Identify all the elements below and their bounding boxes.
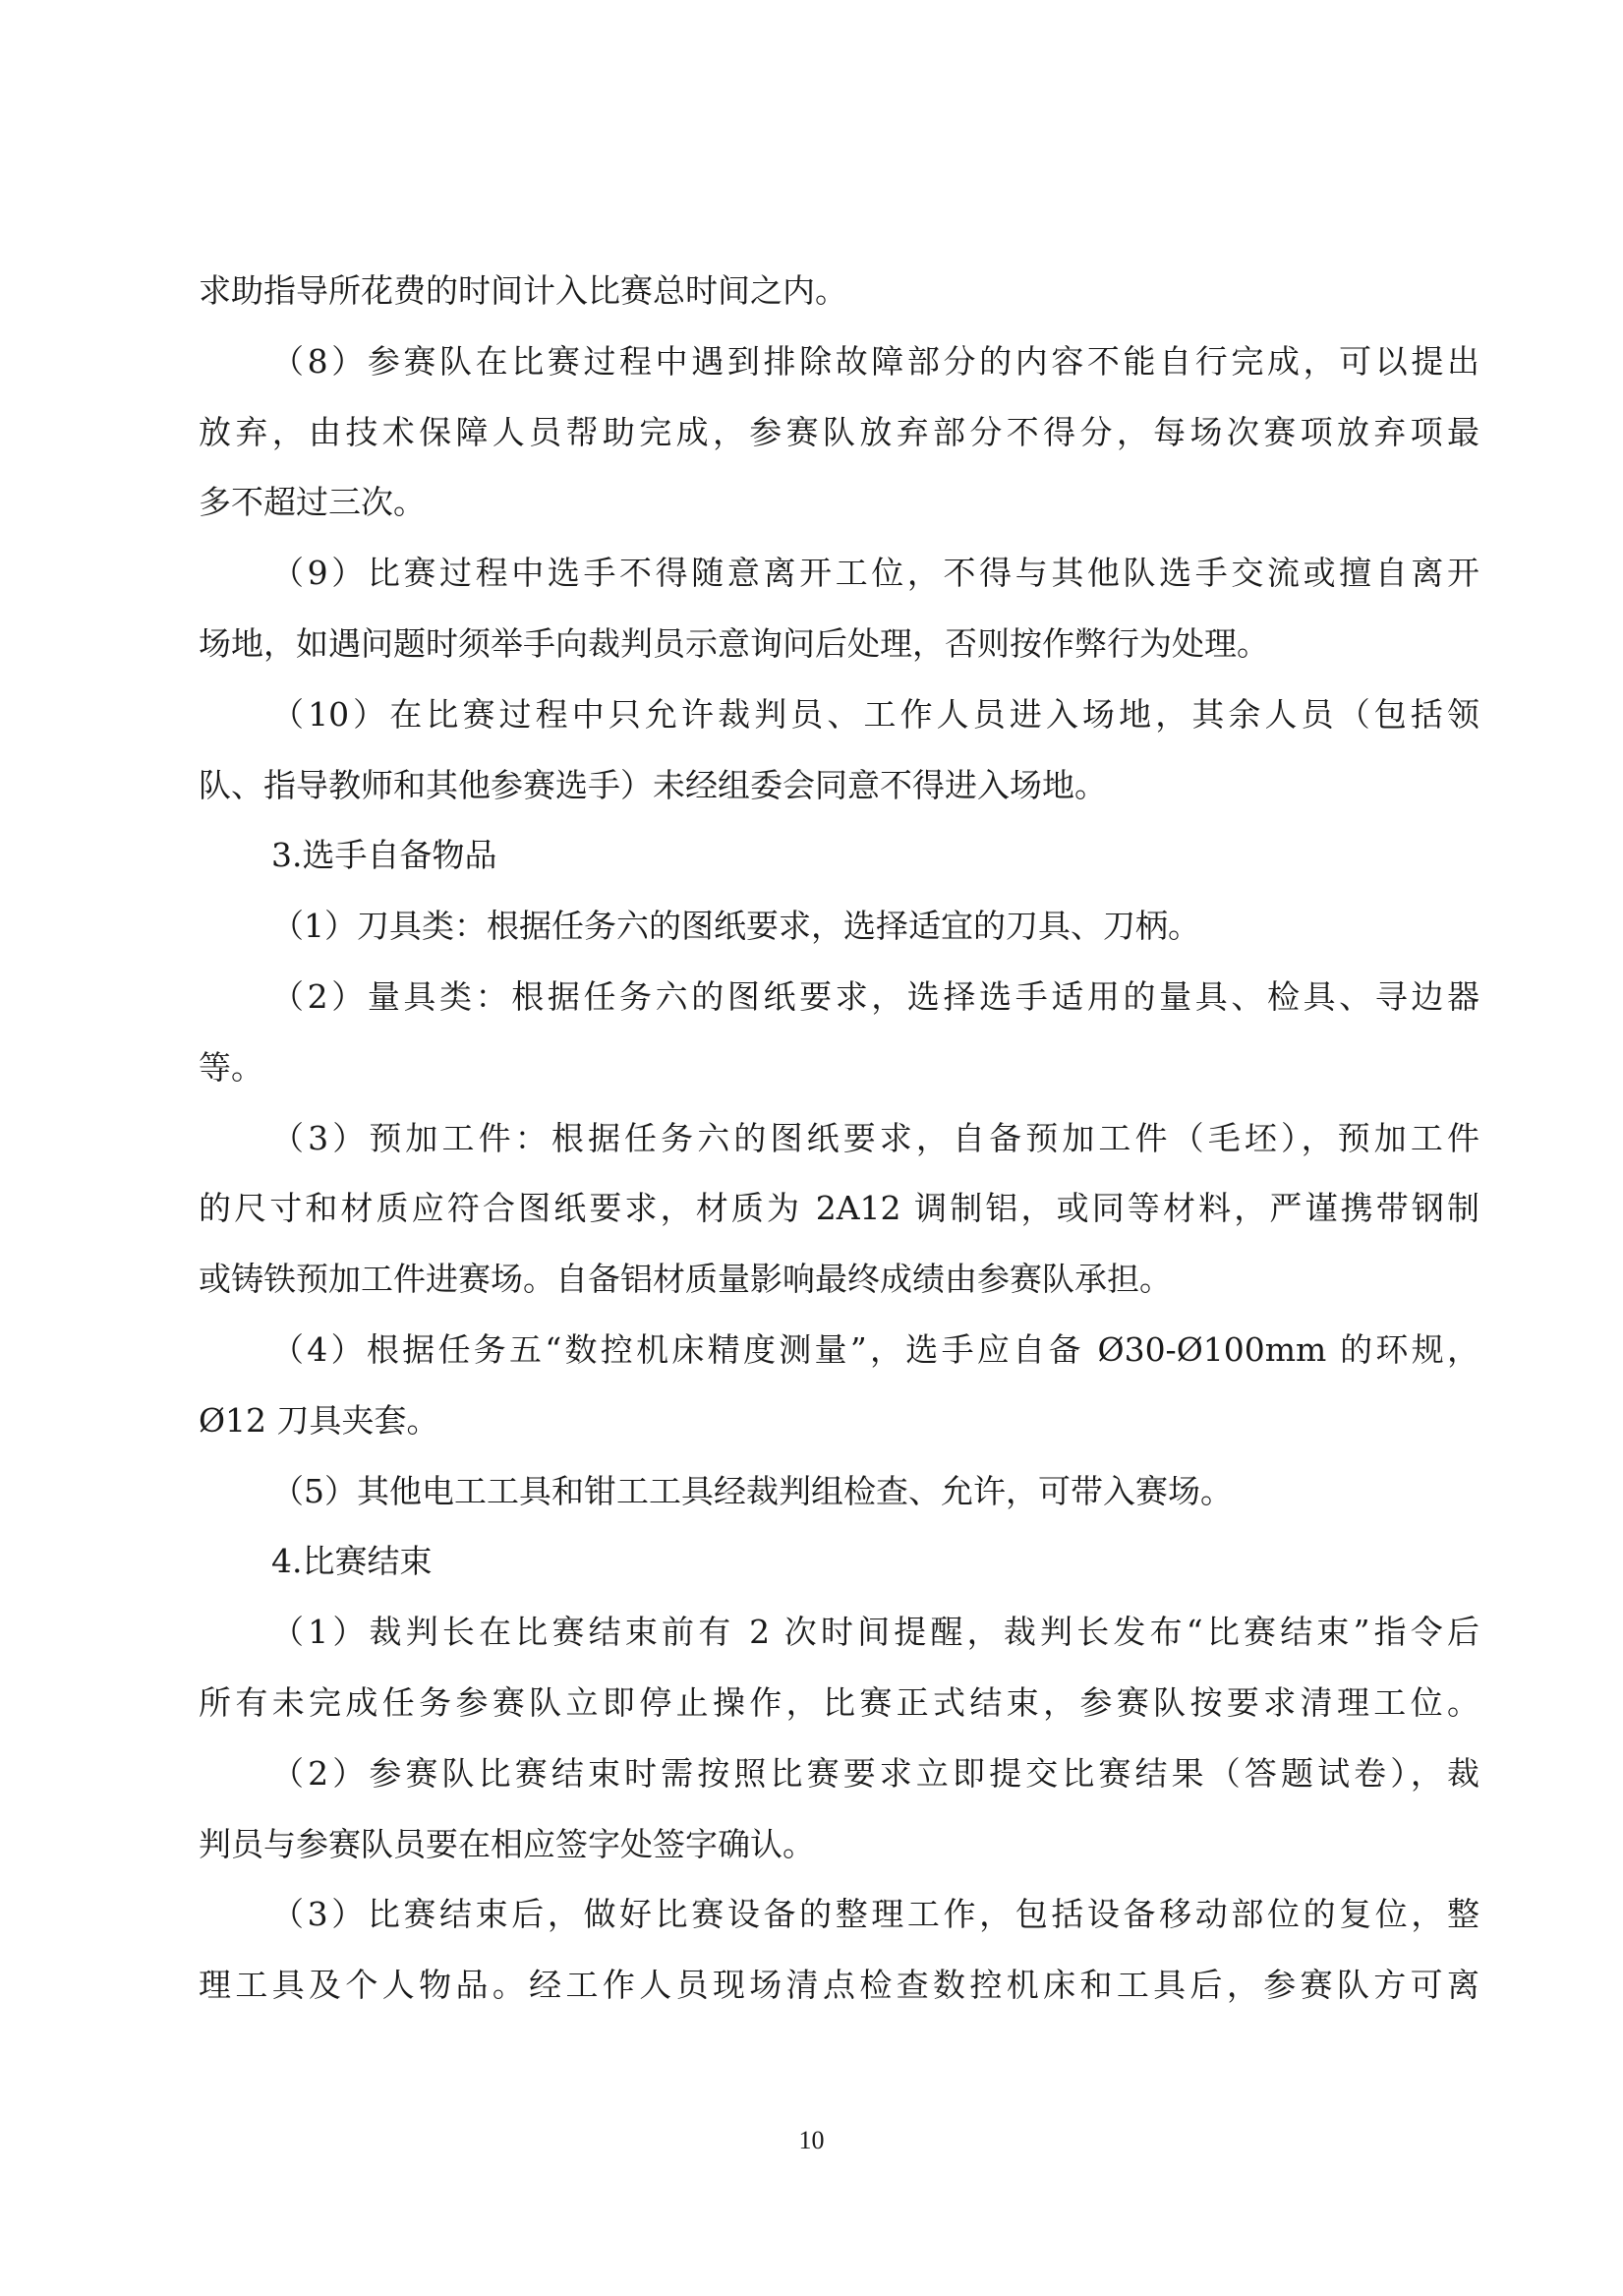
text-line: （4）根据任务五“数控机床精度测量”，选手应自备 Ø30-Ø100mm 的环规，: [271, 1329, 1479, 1369]
text-line: 场地，如遇问题时须举手向裁判员示意询问后处理，否则按作弊行为处理。: [199, 623, 1269, 663]
text-line: （5）其他电工工具和钳工工具经裁判组检查、允许，可带入赛场。: [271, 1471, 1233, 1510]
text-line: （1）裁判长在比赛结束前有 2 次时间提醒，裁判长发布“比赛结束”指令后: [271, 1613, 1479, 1652]
text-line: 4.比赛结束: [271, 1542, 433, 1581]
text-line: 所有未完成任务参赛队立即停止操作，比赛正式结束，参赛队按要求清理工位。: [199, 1682, 1479, 1722]
text-line: （8）参赛队在比赛过程中遇到排除故障部分的内容不能自行完成，可以提出: [271, 341, 1479, 381]
text-line: （9）比赛过程中选手不得随意离开工位，不得与其他队选手交流或擅自离开: [271, 554, 1479, 593]
text-line: 放弃，由技术保障人员帮助完成，参赛队放弃部分不得分，每场次赛项放弃项最: [199, 412, 1479, 451]
text-line: 多不超过三次。: [199, 483, 426, 522]
text-line: 的尺寸和材质应符合图纸要求，材质为 2A12 调制铝，或同等材料，严谨携带钢制: [199, 1189, 1479, 1228]
text-line: （2）参赛队比赛结束时需按照比赛要求立即提交比赛结果（答题试卷），裁: [271, 1753, 1479, 1793]
body-text: [199, 267, 1479, 2032]
text-line: （10）在比赛过程中只允许裁判员、工作人员进入场地，其余人员（包括领: [271, 694, 1479, 734]
text-line: Ø12 刀具夹套。: [199, 1400, 439, 1440]
text-line: 求助指导所花费的时间计入比赛总时间之内。: [199, 271, 847, 310]
text-line: （2）量具类：根据任务六的图纸要求，选择选手适用的量具、检具、寻边器: [271, 976, 1479, 1016]
text-line: 等。: [199, 1047, 263, 1087]
text-line: 队、指导教师和其他参赛选手）未经组委会同意不得进入场地。: [199, 765, 1107, 804]
text-line: （3）预加工件：根据任务六的图纸要求，自备预加工件（毛坯），预加工件: [271, 1118, 1479, 1157]
text-line: （3）比赛结束后，做好比赛设备的整理工作，包括设备移动部位的复位，整: [271, 1895, 1479, 1934]
text-line: 判员与参赛队员要在相应签字处签字确认。: [199, 1824, 815, 1863]
text-line: 理工具及个人物品。经工作人员现场清点检查数控机床和工具后，参赛队方可离: [199, 1966, 1479, 2005]
text-line: 3.选手自备物品: [271, 836, 497, 875]
page-number: 10: [798, 2126, 825, 2154]
text-line: 或铸铁预加工件进赛场。自备铝材质量影响最终成绩由参赛队承担。: [199, 1260, 1172, 1299]
text-line: （1）刀具类：根据任务六的图纸要求，选择适宜的刀具、刀柄。: [271, 907, 1200, 946]
